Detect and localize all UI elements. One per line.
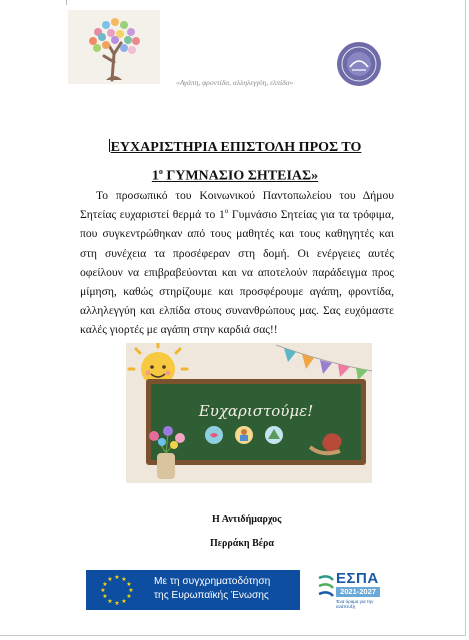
title-line-1: ΕΥΧΑΡΙΣΤΗΡΙΑ ΕΠΙΣΤΟΛΗ ΠΡΟΣ ΤΟ — [110, 140, 362, 155]
svg-text:★: ★ — [102, 593, 108, 600]
motto-text: «Αγάπη, φροντίδα, αλληλεγγύη, ελπίδα» — [176, 78, 294, 87]
svg-text:★: ★ — [121, 576, 127, 583]
espa-swirl-icon — [316, 572, 336, 602]
espa-title: ΕΣΠΑ — [336, 570, 379, 587]
thank-you-illustration — [126, 343, 372, 483]
title-line-2-rest: ΓΥΜΝΑΣΙΟ ΣΗΤΕΙΑΣ» — [162, 168, 319, 184]
board-text: Ευχαριστούμε! — [198, 402, 314, 420]
svg-text:★: ★ — [128, 587, 134, 594]
title-ordinal-sup: ο — [158, 167, 163, 176]
tree-logo — [68, 10, 160, 84]
espa-tagline: Ένα όραμα για την ανάπτυξη — [336, 599, 374, 609]
svg-text:★: ★ — [100, 587, 106, 594]
svg-text:★: ★ — [102, 581, 108, 588]
letter-body — [80, 186, 394, 340]
signature-name: Περράκη Βέρα — [210, 538, 274, 549]
eu-flag-icon — [86, 570, 148, 610]
municipality-seal-logo — [336, 41, 382, 87]
svg-text:★: ★ — [114, 600, 120, 607]
svg-text:★: ★ — [126, 593, 132, 600]
svg-text:★: ★ — [107, 598, 113, 605]
eu-cofunding-label — [148, 570, 300, 610]
body-part-2: Γυμνάσιο Σητείας για τα τρόφιμα, που συγκεντρώθηκαν από τους μαθητές και τους καθηγητές και στη συνέχεια τα προσέφεραν στη δομή. Οι ενέργειες αυτές οφείλουν να επιβραβεύονται και να αποτελούν παράδειγμα προς μίμηση, καθώς στηρίζουμε και προσφέρουμε αγάπη, φροντίδα, αλληλεγγύη και ελπίδα στους συνανθρώπους μας. Σας ευχόμαστε καλές γιορτές με αγάπη στην καρδιά σας!! — [80, 208, 394, 337]
eu-text-line-1: Με τη συγχρηματοδότηση — [154, 576, 271, 587]
eu-text-line-2: της Ευρωπαϊκής Ένωσης — [154, 590, 269, 601]
page-corner-mark — [66, 0, 67, 5]
text-cursor — [109, 139, 110, 152]
letter-title — [60, 136, 410, 189]
svg-text:★: ★ — [126, 581, 132, 588]
title-line-2-prefix: 1 — [151, 168, 159, 184]
svg-text:★: ★ — [121, 598, 127, 605]
svg-text:★: ★ — [114, 574, 120, 581]
svg-text:★: ★ — [107, 576, 113, 583]
espa-years: 2021-2027 — [336, 587, 380, 597]
espa-logo — [316, 570, 382, 610]
signature-role: Η Αντιδήμαρχος — [212, 514, 282, 525]
body-ordinal-sup: ο — [224, 207, 229, 216]
body-part-1: Το προσωπικό του Κοινωνικού Παντοπωλείου του Δήμου Σητείας ευχαριστεί θερμά το 1 — [80, 189, 394, 222]
